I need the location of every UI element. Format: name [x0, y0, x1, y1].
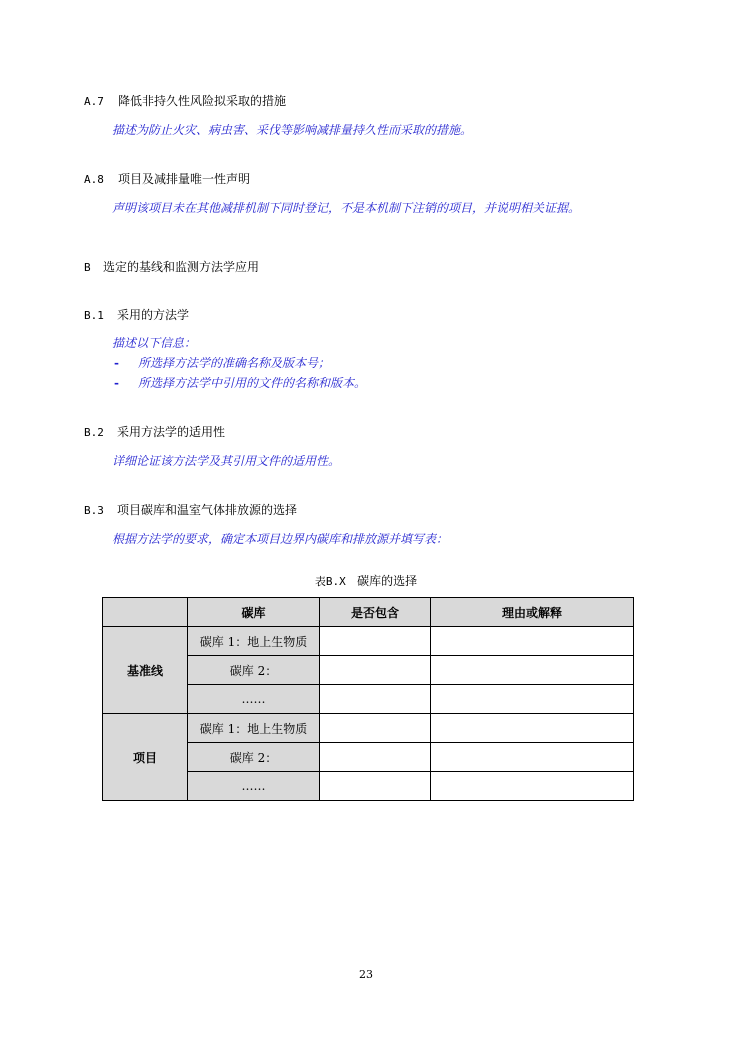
bullet-text: 所选择方法学中引用的文件的名称和版本。 [138, 376, 367, 390]
section-title: 采用的方法学 [117, 308, 190, 322]
header-cell-included: 是否包含 [320, 598, 431, 627]
section-title: 降低非持久性风险拟采取的措施 [118, 94, 287, 108]
reason-cell[interactable] [431, 714, 634, 743]
bullet-item [114, 375, 366, 391]
reason-cell[interactable] [431, 656, 634, 685]
table-row [103, 714, 634, 743]
table-row [103, 627, 634, 656]
table-caption-prefix: 表B.X [314, 575, 346, 588]
reason-cell[interactable] [431, 772, 634, 801]
pool-cell: …… [188, 772, 320, 801]
pool-cell: 碳库 1：地上生物质 [188, 714, 320, 743]
section-note-b1: 描述以下信息： [112, 336, 197, 350]
section-note-b2: 详细论证该方法学及其引用文件的适用性。 [112, 454, 341, 468]
section-heading-b3 [84, 502, 297, 519]
bullet-dash: - [114, 356, 119, 370]
table-caption [0, 573, 732, 590]
bullet-text: 所选择方法学的准确名称及版本号； [138, 356, 331, 370]
header-cell-corner [103, 598, 188, 627]
header-cell-pool: 碳库 [188, 598, 320, 627]
section-number: A.7 [84, 95, 104, 108]
group-label-project: 项目 [103, 714, 188, 801]
reason-cell[interactable] [431, 743, 634, 772]
section-heading-a7 [84, 93, 286, 110]
group-label-baseline: 基准线 [103, 627, 188, 714]
carbon-pool-table [102, 597, 634, 801]
bullet-item [114, 355, 330, 371]
section-number: A.8 [84, 173, 104, 186]
included-cell[interactable] [320, 685, 431, 714]
table-header-row [103, 598, 634, 627]
section-heading-b1 [84, 307, 189, 324]
section-title: 项目及减排量唯一性声明 [118, 172, 251, 186]
section-number: B.2 [84, 426, 104, 439]
section-note-a8: 声明该项目未在其他减排机制下同时登记，不是本机制下注销的项目，并说明相关证据。 [112, 201, 581, 215]
included-cell[interactable] [320, 772, 431, 801]
table-caption-title: 碳库的选择 [357, 574, 418, 588]
bullet-dash: - [114, 376, 119, 390]
section-heading-b2 [84, 424, 225, 441]
section-heading-a8 [84, 171, 250, 188]
section-title: 选定的基线和监测方法学应用 [103, 260, 260, 274]
pool-cell: 碳库 2： [188, 656, 320, 685]
page-number: 23 [359, 968, 373, 981]
section-number: B.1 [84, 309, 104, 322]
section-title: 项目碳库和温室气体排放源的选择 [117, 503, 298, 517]
header-cell-reason: 理由或解释 [431, 598, 634, 627]
included-cell[interactable] [320, 743, 431, 772]
included-cell[interactable] [320, 714, 431, 743]
pool-cell: 碳库 2： [188, 743, 320, 772]
included-cell[interactable] [320, 627, 431, 656]
section-heading-b [84, 259, 259, 276]
reason-cell[interactable] [431, 627, 634, 656]
section-number: B [84, 261, 91, 274]
pool-cell: 碳库 1：地上生物质 [188, 627, 320, 656]
section-title: 采用方法学的适用性 [117, 425, 226, 439]
section-note-b3: 根据方法学的要求，确定本项目边界内碳库和排放源并填写表： [112, 532, 449, 546]
included-cell[interactable] [320, 656, 431, 685]
reason-cell[interactable] [431, 685, 634, 714]
pool-cell: …… [188, 685, 320, 714]
section-note-a7: 描述为防止火灾、病虫害、采伐等影响减排量持久性而采取的措施。 [112, 123, 473, 137]
section-number: B.3 [84, 504, 104, 517]
